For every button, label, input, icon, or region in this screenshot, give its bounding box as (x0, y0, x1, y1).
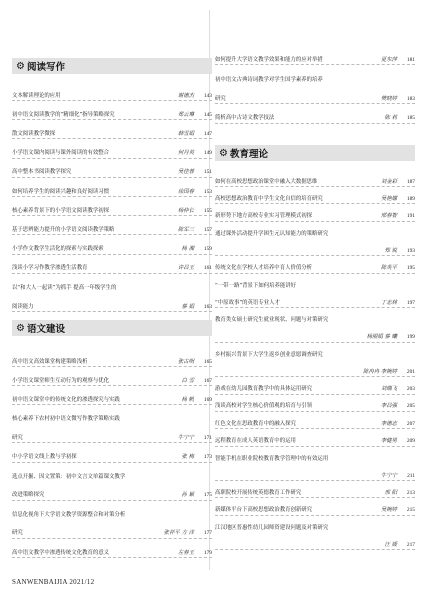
toc-entry-title: 基于思辨能力提升的小学语文阅读教学策略 (12, 226, 115, 233)
toc-entry-title: 选点开掘、因文置策：初中文言文单篇课文教学 (12, 473, 126, 480)
toc-entry (12, 472, 212, 482)
toc-entry-author: 郑 锐 (384, 247, 397, 254)
toc-entry (12, 395, 212, 405)
toc-entry-author: 夏东萍 (380, 56, 397, 63)
toc-entry-page: 161 (203, 265, 212, 272)
toc-entry-author: 杨 湘 (181, 246, 194, 253)
toc-entry-title: 文本解读理论的应用 (12, 92, 61, 99)
toc-entry-page: 207 (406, 420, 415, 427)
toc-entry (215, 177, 415, 187)
toc-entry-title: 如何提升大学语文教学效果和能力的应对举措 (215, 56, 323, 63)
toc-entry (12, 491, 212, 501)
toc-entry-title: “一带一路”背景下如何培养能讲好 (215, 282, 297, 289)
toc-entry-author: 汪 媛 (384, 541, 397, 548)
toc-entry-title: 小学语文课内阅读与课外阅读的有效整合 (12, 150, 110, 157)
toc-entry-author: 徐国春 (177, 188, 194, 195)
toc-entry (215, 454, 415, 464)
section-header-reading-writing: ⚙ 阅读写作 (12, 58, 212, 74)
toc-entry (12, 283, 212, 293)
flower-icon: ⚙ (16, 322, 25, 334)
toc-entry-title: 新媒体平台下高校思想政治教育创新研究 (215, 507, 313, 514)
toc-entry-page: 217 (406, 541, 415, 548)
toc-entry-page: 209 (406, 438, 415, 444)
toc-entry-title: 传统文化在学校人才培养中育人价值分析 (215, 265, 313, 271)
toc-entry-title: 高中语文教学中渗透传统文化教育的意义 (12, 549, 110, 556)
toc-entry-author: 许昌玉 (177, 265, 194, 272)
toc-entry-title: 初中语文古典诗词教学对学生国学素养的培养 (215, 76, 323, 83)
toc-entry-author: 陈 莉 (384, 115, 397, 121)
toc-entry-title: 核心素养背景下的小学语文阅读教学初探 (12, 207, 110, 214)
toc-entry-author: 孙 颖 (181, 492, 194, 499)
toc-entry-title: 高校思想政治教育中学生文化自信的培育研究 (215, 195, 323, 202)
toc-entry (215, 488, 415, 498)
toc-entry-page: 147 (203, 130, 212, 137)
toc-entry-title: 研究 (215, 95, 226, 102)
toc-entry-page: 215 (406, 507, 415, 514)
toc-entry (12, 187, 212, 197)
toc-entry-author: 吴婉婷 (380, 507, 397, 514)
toc-entry-author: 李健男 (380, 438, 397, 444)
toc-entry (12, 357, 212, 367)
toc-entry (12, 168, 212, 178)
toc-entry-page: 159 (203, 246, 212, 253)
toc-entry-author: 杨仲长 (177, 207, 194, 214)
toc-entry-page: 185 (406, 115, 415, 121)
toc-entry-title: 初中语文课堂中的传统文化的渗透探究与实践 (12, 396, 120, 403)
toc-entry-page: 193 (406, 247, 415, 254)
toc-entry-title: 新形势下地方高校专业实习管理模式初探 (215, 213, 313, 220)
toc-entry-page: 179 (203, 549, 212, 556)
toc-entry-author: 丁志林 (380, 299, 397, 306)
toc-entry-title: 中小学语文线上教与学初探 (12, 454, 77, 460)
toc-entry-author: 陈军三 (177, 226, 194, 233)
toc-entry-page: 149 (203, 150, 212, 157)
toc-entry (12, 453, 212, 463)
toc-entry-author: 谢德杰 (177, 92, 194, 99)
toc-entry-author: 张祥平 方 洋 (163, 530, 194, 537)
toc-entry (215, 367, 415, 377)
toc-entry (12, 110, 212, 120)
toc-entry (12, 302, 212, 312)
toc-entry-author: 李德志 (380, 420, 397, 427)
toc-entry-page: 201 (406, 368, 415, 375)
toc-entry (215, 55, 415, 65)
toc-entry-author: 韩雪娟 (177, 130, 194, 137)
toc-entry-page: 183 (406, 95, 415, 102)
toc-entry-page: 163 (203, 303, 212, 310)
toc-entry-author: 陈英平 (380, 265, 397, 271)
toc-entry-title: 研究 (12, 434, 23, 441)
toc-entry-author: 左春玉 (177, 549, 194, 556)
toc-entry-title: 初中语文阅读教学的“精细化”指导策略探究 (12, 111, 115, 118)
toc-entry (215, 350, 415, 360)
toc-entry-title: 信息化视角下大学语文教学资源整合和对策分析 (12, 511, 126, 518)
toc-entry-page: 153 (203, 188, 212, 195)
toc-entry-title: 散文阅读教学微探 (12, 130, 56, 137)
toc-entry-author: 何丹英 (177, 150, 194, 157)
toc-entry-page: 211 (407, 472, 415, 479)
toc-entry-page: 177 (203, 530, 212, 537)
toc-entry-author: 牛宁宁 (380, 472, 397, 479)
toc-entry (12, 376, 212, 386)
toc-entry-title: 高中语文高效课堂构建策略浅析 (12, 358, 88, 365)
toc-entry-title: 如何在高校思想政治课堂中融入大数据思维 (215, 178, 318, 185)
toc-entry-title: 以“和大人一起读”为抓手 提高一年级学生的 (12, 285, 117, 291)
toc-entry-author: 邢 阳 (384, 489, 397, 496)
toc-entry-author: 陈冉冉 李婉婷 (362, 368, 397, 375)
toc-entry-title: 智能手机在职业院校教育教学管理中的有效运用 (215, 455, 329, 462)
toc-entry (12, 129, 212, 139)
flower-icon: ⚙ (16, 60, 25, 72)
toc-entry (215, 523, 415, 533)
toc-entry-page: 181 (406, 56, 415, 63)
toc-entry-author: 李昌强 (380, 403, 397, 410)
toc-entry-page: 169 (203, 396, 212, 403)
toc-entry (215, 385, 415, 395)
toc-entry-author: 杨丽娟 蔡 曦 (366, 334, 397, 341)
toc-entry (215, 471, 415, 481)
toc-entry-title: 教育类女硕士研究生就业现状、问题与对策研究 (215, 317, 329, 324)
toc-entry-page: 195 (406, 265, 415, 271)
toc-entry-page: 205 (406, 403, 415, 410)
toc-entry-title: 通过课外活动提升学困生元认知能力的策略研究 (215, 230, 329, 237)
toc-entry-page: 213 (406, 489, 415, 496)
section-header-language-construction: ⚙ 语文建设 (12, 320, 212, 336)
toc-entry (215, 264, 415, 274)
toc-entry (215, 281, 415, 291)
toc-entry-author: 张 梅 (181, 454, 194, 460)
toc-entry-title: “中原故事”的英语专业人才 (215, 299, 280, 306)
toc-entry-title: 小学语文课堂师生互动行为的观察与优化 (12, 377, 110, 384)
toc-entry-page: 191 (406, 213, 415, 220)
toc-entry-author: 张古明 (177, 358, 194, 365)
toc-entry-page: 171 (203, 434, 212, 441)
toc-entry (12, 206, 212, 216)
toc-entry (12, 548, 212, 558)
toc-entry-page: 143 (203, 92, 212, 99)
toc-entry (215, 75, 415, 85)
toc-entry (215, 540, 415, 550)
toc-entry (12, 433, 212, 443)
toc-entry (215, 298, 415, 308)
toc-entry-page: 197 (406, 299, 415, 306)
toc-entry-title: 游戏在幼儿园教育教学中的具体运用研究 (215, 386, 313, 393)
toc-entry-author: 刘金彩 (380, 178, 397, 185)
toc-entry-page: 157 (203, 226, 212, 233)
toc-entry-title: 高职院校开展传统英德教育工作研究 (215, 489, 302, 496)
toc-entry (12, 414, 212, 424)
toc-entry-page: 155 (203, 207, 212, 214)
toc-entry-title: 乡村振兴背景下大学生返乡创业意愿调查研究 (215, 352, 323, 358)
toc-entry (215, 212, 415, 222)
toc-entry-title: 江汉地区普惠性幼儿园师资建设问题及对策研究 (215, 525, 329, 531)
toc-entry-page: 199 (406, 334, 415, 341)
page-footer: SANWENBAIJIA 2021/12 (12, 578, 95, 586)
toc-entry (215, 419, 415, 429)
toc-entry-title: 核心素养下农村初中语文微写作教学策略实践 (12, 416, 120, 423)
toc-entry-title: 如何培养学生的阅读兴趣和良好阅读习惯 (12, 188, 110, 195)
toc-entry-page: 175 (203, 492, 212, 499)
toc-entry (215, 246, 415, 256)
toc-entry (12, 529, 212, 539)
toc-entry-author: 白 雪 (181, 377, 194, 384)
toc-entry-title: 浅谈高校对学生核心价值观的培育与引领 (215, 403, 313, 410)
toc-entry-page: 165 (203, 358, 212, 365)
toc-entry (215, 333, 415, 343)
toc-entry-author: 邢春智 (380, 213, 397, 220)
toc-entry-author: 杨 帆 (181, 396, 194, 403)
toc-entry-title: 研究 (12, 530, 23, 537)
toc-entry-title: 远程教育在成人英语教育中的运用 (215, 438, 296, 444)
toc-entry-page: 173 (203, 454, 212, 460)
toc-entry-page: 151 (203, 169, 212, 176)
toc-entry (12, 510, 212, 520)
toc-entry-title: 简析高中古诗文教学技法 (215, 115, 275, 121)
toc-entry-page: 189 (406, 195, 415, 202)
toc-entry-page: 145 (203, 111, 212, 118)
toc-entry-author: 吴艳娜 (380, 195, 397, 202)
toc-entry (12, 91, 212, 101)
toc-entry (215, 506, 415, 516)
toc-entry-title: 阅读能力 (12, 303, 34, 310)
toc-entry (12, 264, 212, 274)
toc-entry-page: 167 (203, 377, 212, 384)
toc-entry (12, 245, 212, 255)
toc-entry (12, 149, 212, 159)
toc-entry-author: 蔡 娟 (181, 303, 194, 310)
toc-entry-title: 改进策略探究 (12, 492, 45, 499)
toc-entry (215, 114, 415, 124)
toc-entry-title: 浅谈小学习作教学渗透生活教育 (12, 265, 88, 272)
toc-entry-author: 郑云琳 (177, 111, 194, 118)
toc-entry-author: 刘瑞飞 (380, 386, 397, 393)
toc-entry (215, 437, 415, 447)
section-header-education-theory: ⚙ 教育理论 (215, 145, 415, 161)
flower-icon: ⚙ (219, 147, 228, 159)
toc-entry (215, 94, 415, 104)
toc-entry-title: 高中整本书阅读教学探究 (12, 169, 72, 176)
toc-entry-author: 牛宁宁 (177, 434, 194, 441)
toc-entry (215, 315, 415, 325)
toc-entry (12, 225, 212, 235)
toc-entry-title: 红色文化在思政教育中的融入探究 (215, 420, 296, 427)
toc-entry-title: 小学作文教学生活化的探索与实践探索 (12, 246, 104, 253)
toc-entry-author: 樊晓婷 (380, 95, 397, 102)
toc-entry (215, 194, 415, 204)
toc-entry (215, 402, 415, 412)
toc-entry-author: 吴佳蓉 (177, 169, 194, 176)
toc-entry-page: 203 (406, 386, 415, 393)
toc-entry-page: 187 (406, 178, 415, 185)
toc-entry (215, 229, 415, 239)
